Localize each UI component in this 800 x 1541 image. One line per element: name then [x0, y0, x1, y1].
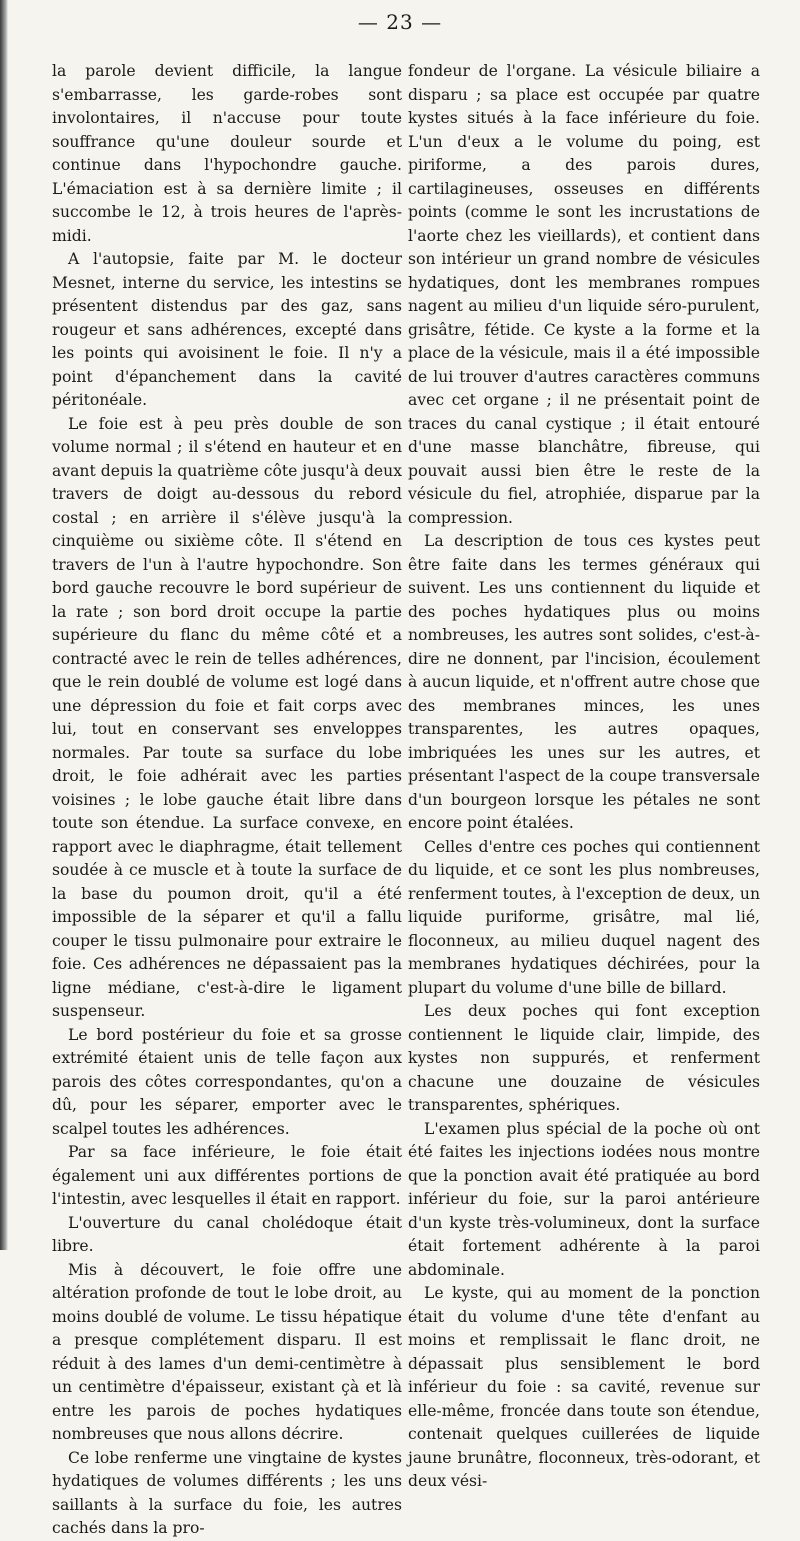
paragraph: Ce lobe renferme une vingtaine de kystes hydatiques de volumes différents ; les uns saillants à la surface du foie, les autres cachés dans la pro- [52, 1448, 402, 1537]
left-column [52, 60, 402, 1541]
paragraph: L'ouverture du canal cholédoque était libre. [52, 1213, 402, 1255]
paragraph: L'examen plus spécial de la poche où ont été faites les injections iodées nous montre que la ponction avait été pratiquée au bord inférieur du foie, sur la paroi antérieure d'un kyste très-volumineux, dont la surface était fortement adhérente à la paroi abdominale. [408, 1119, 760, 1279]
paragraph: Celles d'entre ces poches qui contiennent du liquide, et ce sont les plus nombreuses, renferment toutes, à l'exception de deux, un liquide puriforme, grisâtre, mal lié, floconneux, au milieu duquel nagent des membranes hydatiques déchirées, pour la plupart du volume d'une bille de billard. [408, 837, 760, 997]
paragraph: A l'autopsie, faite par M. le docteur Mesnet, interne du service, les intestins se présentent distendus par des gaz, sans rougeur et sans adhérences, excepté dans les points qui avoisinent le foie. Il n'y a point d'épanchement dans la cavité péritonéale. [52, 250, 402, 409]
paragraph: Le bord postérieur du foie et sa grosse extrémité étaient unis de telle façon aux parois des côtes correspondantes, qu'on a dû, pour les séparer, emporter avec le scalpel toutes les adhérences. [52, 1025, 402, 1138]
paragraph: fondeur de l'organe. La vésicule biliaire a disparu ; sa place est occupée par quatre kystes situés à la face inférieure du foie. L'un d'eux a le volume du poing, est piriforme, a des parois dures, cartilagineuses, osseuses en différents points (comme le sont les incrustations de l'aorte chez les vieillards), et contient dans son intérieur un grand nombre de vésicules hydatiques, dont les membranes rompues nagent au milieu d'un liquide séro-purulent, grisâtre, fétide. Ce kyste a la forme et la place de la vésicule, mais il a été impossible de lui trouver d'autres caractères communs avec cet organe ; il ne présentait point de traces du canal cystique ; il était entouré d'une masse blanchâtre, fibreuse, qui pouvait aussi bien être le reste de la vésicule du fiel, atrophiée, disparue par la compression. [408, 62, 760, 527]
paragraph: Par sa face inférieure, le foie était également uni aux différentes portions de l'intestin, avec lesquelles il était en rapport. [52, 1143, 402, 1208]
paragraph: La description de tous ces kystes peut être faite dans les termes généraux qui suivent. Les uns contiennent du liquide et des poches hydatiques plus ou moins nombreuses, les autres sont solides, c'est-à-dire ne donnent, par l'incision, écoulement à aucun liquide, et n'offrent autre chose que des membranes minces, les unes transparentes, les autres opaques, imbriquées les unes sur les autres, et présentant l'aspect de la coupe transversale d'un bourgeon lorsque les pétales ne sont encore point étalées. [408, 532, 760, 832]
page-binding-edge [0, 0, 8, 1250]
paragraph: Les deux poches qui font exception contiennent le liquide clair, limpide, des kystes non suppurés, et renferment chacune une douzaine de vésicules transparentes, sphériques. [408, 1002, 760, 1114]
paragraph: la parole devient difficile, la langue s'embarrasse, les garde-robes sont involontaires, il n'accuse pour toute souffrance qu'une douleur sourde et continue dans l'hypochondre gauche. L'émaciation est à sa dernière limite ; il succombe le 12, à trois heures de l'après-midi. [52, 62, 402, 245]
page-number: — 23 — [357, 10, 443, 34]
paragraph: Le kyste, qui au moment de la ponction était du volume d'une tête d'enfant au moins et remplissait le flanc droit, ne dépassait plus sensiblement le bord inférieur du foie : sa cavité, revenue sur elle-même, froncée dans toute son étendue, contenait quelques cuillerées de liquide jaune brunâtre, floconneux, très-odorant, et deux vési- [408, 1284, 760, 1490]
right-column [408, 60, 760, 1494]
paragraph: Le foie est à peu près double de son volume normal ; il s'étend en hauteur et en avant depuis la quatrième côte jusqu'à deux travers de doigt au-dessous du rebord costal ; en arrière il s'élève jusqu'à la cinquième ou sixième côte. Il s'étend en travers de l'un à l'autre hypochondre. Son bord gauche recouvre le bord supérieur de la rate ; son bord droit occupe la partie supérieure du flanc du même côté et a contracté avec le rein de telles adhérences, que le rein doublé de volume est logé dans une dépression du foie et fait corps avec lui, tout en conservant ses enveloppes normales. Par toute sa surface du lobe droit, le foie adhérait avec les parties voisines ; le lobe gauche était libre dans toute son étendue. La surface convexe, en rapport avec le diaphragme, était tellement soudée à ce muscle et à toute la surface de la base du poumon droit, qu'il a été impossible de la séparer et qu'il a fallu couper le tissu pulmonaire pour extraire le foie. Ces adhérences ne dépassaient pas la ligne médiane, c'est-à-dire le ligament suspenseur. [52, 414, 402, 1020]
paragraph: Mis à découvert, le foie offre une altération profonde de tout le lobe droit, au moins doublé de volume. Le tissu hépatique a presque complétement disparu. Il est réduit à des lames d'un demi-centimètre à un centimètre d'épaisseur, existant çà et là entre les parois de poches hydatiques nombreuses que nous allons décrire. [52, 1260, 402, 1443]
